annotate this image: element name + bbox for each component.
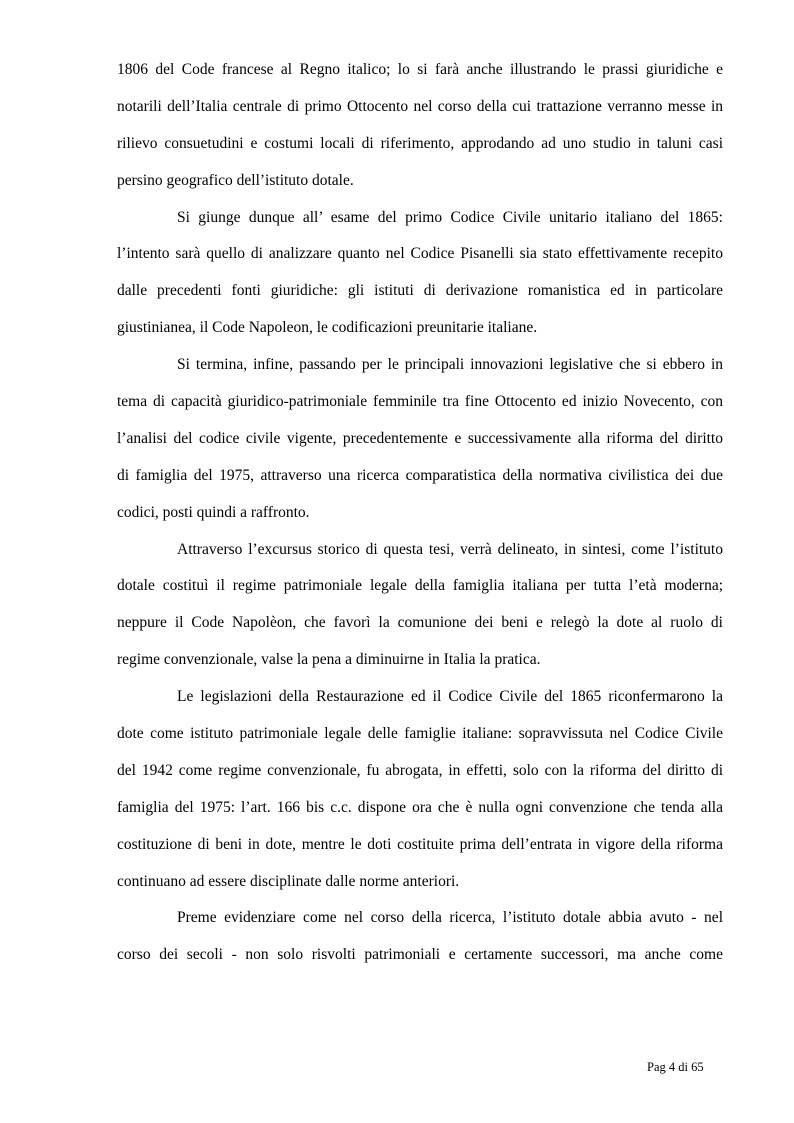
text-line: Attraverso l’excursus storico di questa tesi, verrà delineato, in sintesi, come l’istituto <box>177 540 723 558</box>
body-text <box>117 57 723 979</box>
text-line: del 1942 come regime convenzionale, fu abrogata, in effetti, solo con la riforma del diritto di <box>117 761 723 779</box>
text-line: l’analisi del codice civile vigente, precedentemente e successivamente alla riforma del diritto <box>117 429 723 447</box>
paragraph <box>117 205 723 353</box>
paragraph <box>117 905 723 979</box>
paragraph <box>117 57 723 205</box>
text-line: continuano ad essere disciplinate dalle norme anteriori. <box>117 872 460 890</box>
text-line: codici, posti quindi a raffronto. <box>117 503 310 521</box>
text-line: Le legislazioni della Restaurazione ed il Codice Civile del 1865 riconfermarono la <box>177 688 723 706</box>
page-number: Pag 4 di 65 <box>647 1060 704 1074</box>
text-line: Preme evidenziare come nel corso della ricerca, l’istituto dotale abbia avuto - nel <box>177 909 723 927</box>
text-line: costituzione di beni in dote, mentre le doti costituite prima dell’entrata in vigore della riforma <box>117 835 723 853</box>
paragraph <box>117 684 723 905</box>
text-line: neppure il Code Napolèon, che favorì la comunione dei beni e relegò la dote al ruolo di <box>117 614 723 632</box>
text-line: rilievo consuetudini e costumi locali di riferimento, approdando ad uno studio in taluni casi <box>117 134 723 152</box>
text-line: dalle precedenti fonti giuridiche: gli istituti di derivazione romanistica ed in particolare <box>117 282 723 300</box>
text-line: Si giunge dunque all’ esame del primo Codice Civile unitario italiano del 1865: <box>177 208 723 226</box>
text-line: l’intento sarà quello di analizzare quanto nel Codice Pisanelli sia stato effettivamente recepito <box>117 245 723 263</box>
text-line: notarili dell’Italia centrale di primo Ottocento nel corso della cui trattazione verranno messe in <box>117 97 723 115</box>
text-line: di famiglia del 1975, attraverso una ricerca comparatistica della normativa civilistica dei due <box>117 466 723 484</box>
text-line: persino geografico dell’istituto dotale. <box>117 171 354 189</box>
text-line: 1806 del Code francese al Regno italico; lo si farà anche illustrando le prassi giuridiche e <box>117 61 723 78</box>
text-line: tema di capacità giuridico-patrimoniale femminile tra fine Ottocento ed inizio Novecento, con <box>117 393 723 411</box>
text-line: corso dei secoli - non solo risvolti patrimoniali e certamente successori, ma anche come <box>117 946 723 964</box>
paragraph <box>117 537 723 685</box>
text-line: giustinianea, il Code Napoleon, le codificazioni preunitarie italiane. <box>117 319 538 337</box>
text-line: dote come istituto patrimoniale legale delle famiglie italiane: sopravvissuta nel Codice Civile <box>117 725 723 743</box>
text-line: famiglia del 1975: l’art. 166 bis c.c. dispone ora che è nulla ogni convenzione che tenda alla <box>117 798 723 816</box>
page-footer <box>647 1058 704 1076</box>
paragraph <box>117 352 723 536</box>
text-line: dotale costituì il regime patrimoniale legale della famiglia italiana per tutta l’età moderna; <box>117 577 723 595</box>
text-line: regime convenzionale, valse la pena a diminuirne in Italia la pratica. <box>117 651 541 669</box>
text-line: Si termina, infine, passando per le principali innovazioni legislative che si ebbero in <box>177 356 723 374</box>
